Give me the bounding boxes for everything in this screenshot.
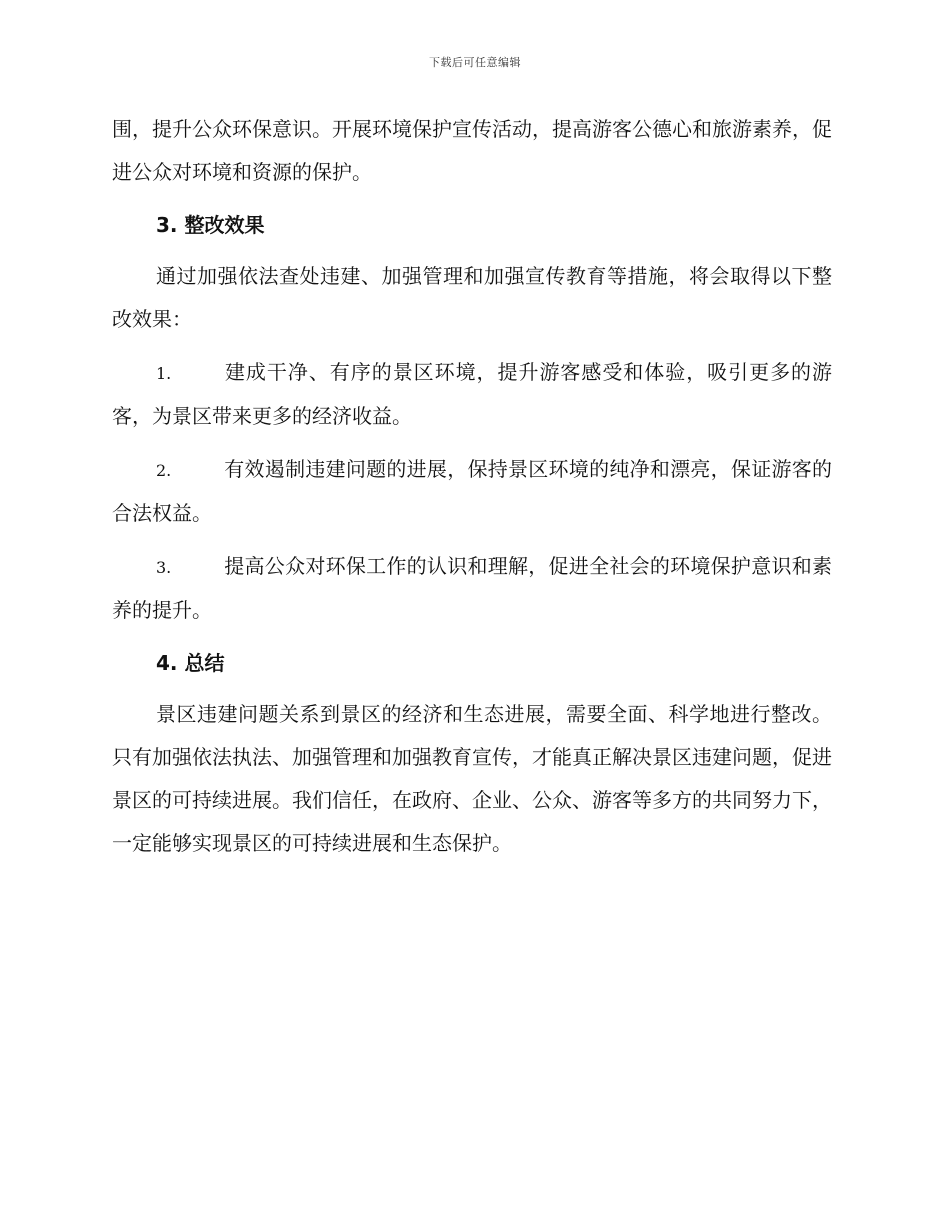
section-4-paragraph: 景区违建问题关系到景区的经济和生态进展，需要全面、科学地进行整改。只有加强依法执法、加强管理和加强教育宣传，才能真正解决景区违建问题，促进景区的可持续进展。我们信任，在政府、企业、公众、游客等多方的共同努力下，一定能够实现景区的可持续进展和生态保护。 — [112, 702, 832, 855]
list-item-number: 1. — [156, 364, 172, 383]
section-4-heading: 4. 总结 — [156, 651, 225, 675]
page-header: 下载后可任意编辑 — [429, 56, 521, 69]
list-item — [112, 448, 832, 535]
list-item-number: 3. — [156, 558, 172, 577]
section-3-heading: 3. 整改效果 — [156, 213, 265, 237]
list-item — [112, 545, 832, 632]
list-item — [112, 351, 832, 438]
section-3-paragraph: 通过加强依法查处违建、加强管理和加强宣传教育等措施，将会取得以下整改效果： — [112, 264, 832, 331]
document-body — [112, 108, 832, 875]
list-item-text: 提高公众对环保工作的认识和理解，促进全社会的环境保护意识和素养的提升。 — [112, 554, 832, 622]
list-item-number: 2. — [156, 461, 172, 480]
list-item-text: 建成干净、有序的景区环境，提升游客感受和体验，吸引更多的游客，为景区带来更多的经济收益。 — [112, 360, 832, 428]
list-item-text: 有效遏制违建问题的进展，保持景区环境的纯净和漂亮，保证游客的合法权益。 — [112, 457, 832, 525]
intro-paragraph: 围，提升公众环保意识。开展环境保护宣传活动，提高游客公德心和旅游素养，促进公众对环境和资源的保护。 — [112, 117, 832, 184]
